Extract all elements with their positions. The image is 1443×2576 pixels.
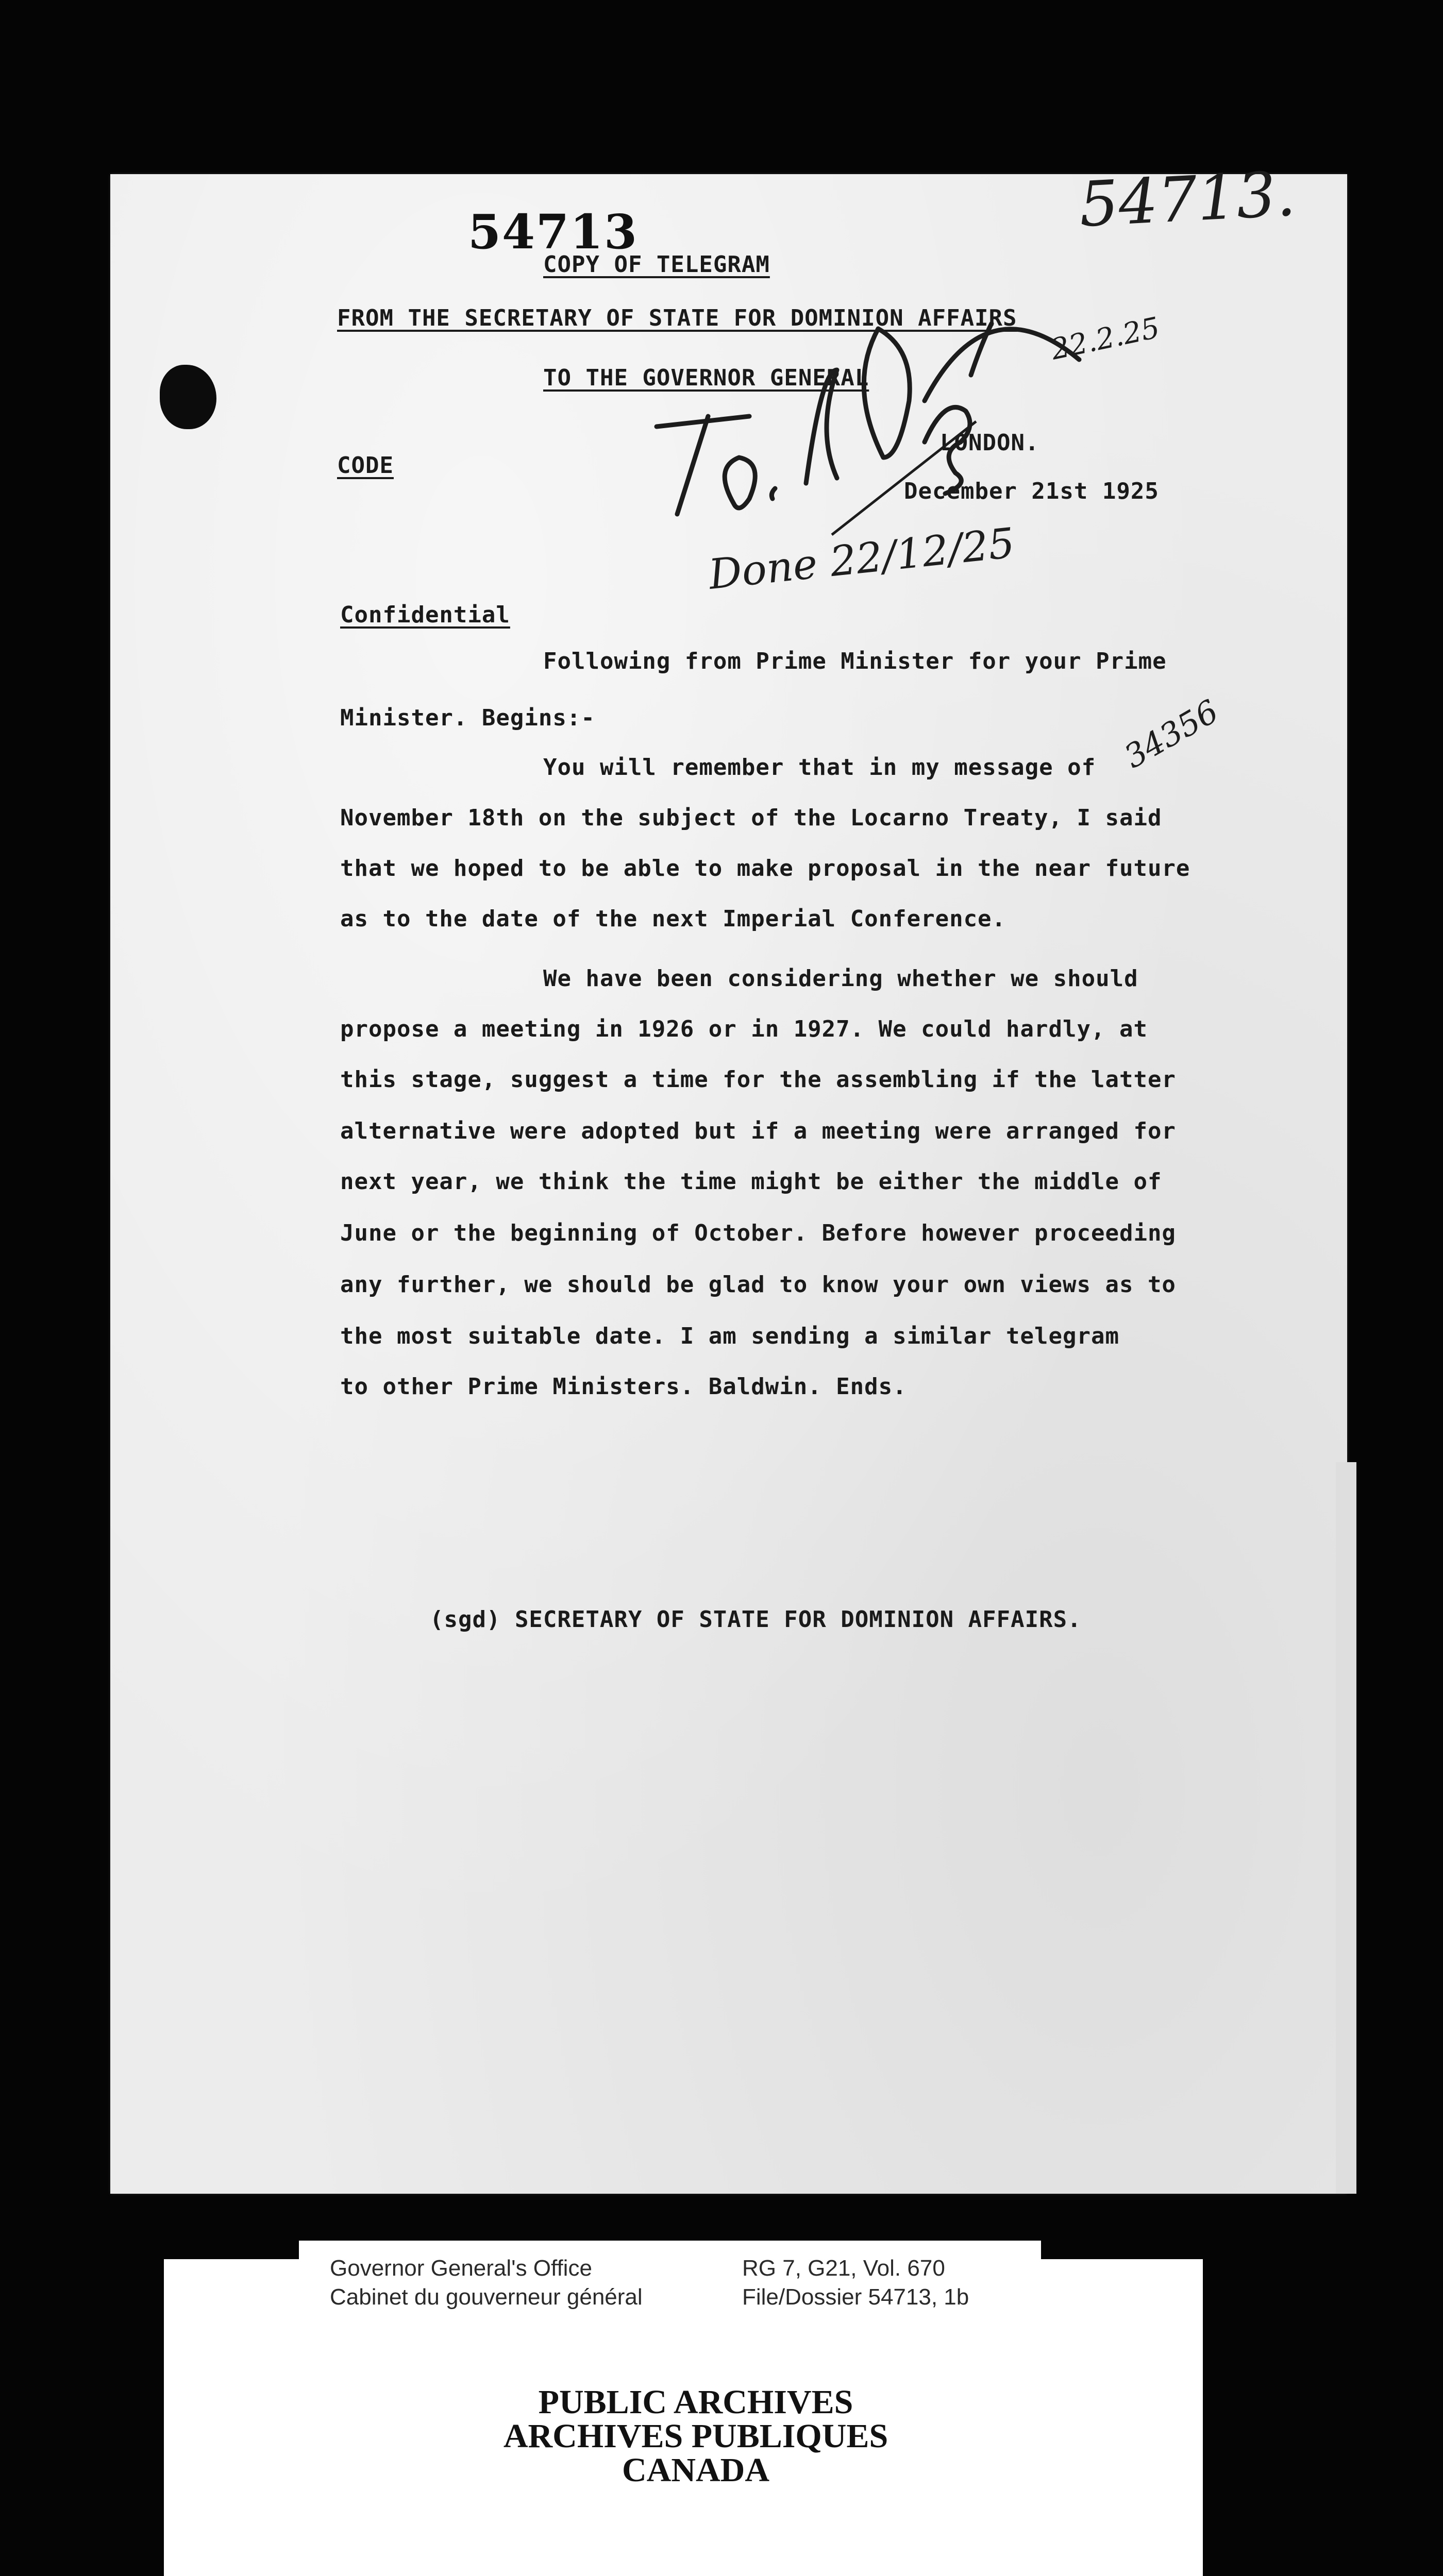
punch-hole — [160, 365, 216, 429]
body-line: November 18th on the subject of the Locarno Treaty, I said — [340, 805, 1162, 831]
body-line: next year, we think the time might be either the middle of — [340, 1168, 1162, 1195]
archive-reference-block — [742, 2254, 969, 2312]
file-reference: File/Dossier 54713, 1b — [742, 2284, 969, 2310]
handwritten-reference-number: 34356 — [1117, 692, 1225, 776]
place-of-origin: LONDON. — [940, 430, 1039, 456]
body-line: that we hoped to be able to make proposal in the near future — [340, 855, 1190, 882]
heading-copy-of-telegram: COPY OF TELEGRAM — [543, 251, 770, 278]
heading-from: FROM THE SECRETARY OF STATE FOR DOMINION AFFAIRS — [337, 305, 1017, 331]
body-line: Following from Prime Minister for your Prime — [543, 648, 1167, 674]
handwritten-done-date: Done 22/12/25 — [706, 519, 1017, 599]
archive-office-block — [330, 2254, 643, 2312]
signature-line: (sgd) SECRETARY OF STATE FOR DOMINION AFFAIRS. — [430, 1606, 1082, 1633]
telegram-date: December 21st 1925 — [904, 478, 1159, 504]
office-name-fr: Cabinet du gouverneur général — [330, 2284, 643, 2310]
paper-edge — [1336, 1462, 1356, 2194]
classification-label: Confidential — [340, 602, 510, 628]
corner-file-annotation: 54713. — [1077, 158, 1298, 241]
body-line: We have been considering whether we should — [543, 965, 1138, 992]
body-line: Minister. Begins:- — [340, 705, 595, 731]
file-number-stamp: 54713 — [468, 204, 639, 260]
svg-text:22.2.25: 22.2.25 — [1048, 311, 1163, 367]
record-group: RG 7, G21, Vol. 670 — [742, 2256, 945, 2281]
body-line: to other Prime Ministers. Baldwin. Ends. — [340, 1374, 907, 1400]
body-line: propose a meeting in 1926 or in 1927. We could hardly, at — [340, 1016, 1148, 1042]
handwritten-initials-scribble — [564, 246, 1213, 648]
body-line: the most suitable date. I am sending a similar telegram — [340, 1323, 1119, 1349]
code-label: CODE — [337, 452, 394, 479]
archives-line-en: PUBLIC ARCHIVES — [538, 2383, 853, 2421]
archives-line-country: CANADA — [622, 2451, 769, 2489]
office-name-en: Governor General's Office — [330, 2256, 592, 2281]
telegram-page — [110, 158, 1347, 2194]
body-line: any further, we should be glad to know your own views as to — [340, 1272, 1176, 1298]
body-line: as to the date of the next Imperial Conference. — [340, 906, 1006, 932]
body-line: June or the beginning of October. Before however proceeding — [340, 1220, 1176, 1246]
body-line: alternative were adopted but if a meeting were arranged for — [340, 1118, 1176, 1144]
heading-to: TO THE GOVERNOR GENERAL — [543, 365, 869, 391]
archives-line-fr: ARCHIVES PUBLIQUES — [503, 2417, 888, 2455]
body-line: You will remember that in my message of — [543, 754, 1096, 781]
archives-title — [412, 2385, 979, 2487]
body-line: this stage, suggest a time for the assembling if the latter — [340, 1066, 1176, 1093]
